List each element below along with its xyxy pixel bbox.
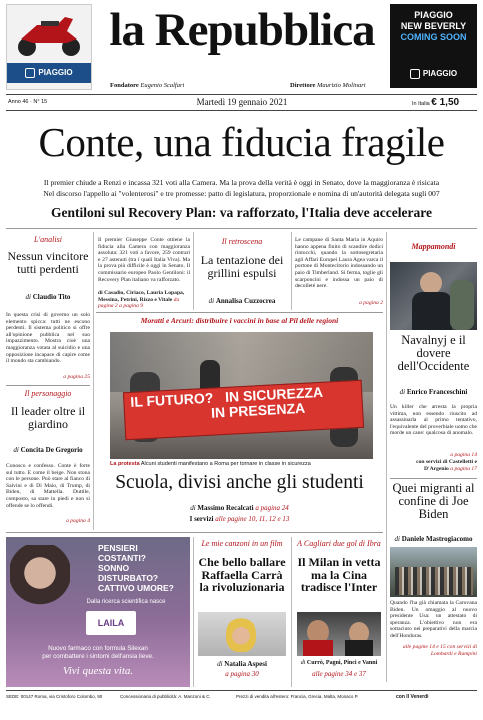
lead-headline[interactable]: Conte, una fiducia fragile xyxy=(38,119,445,165)
right-kicker: Mappamondi xyxy=(411,242,456,251)
issue-date: Martedì 19 gennaio 2021 xyxy=(196,97,288,107)
bottom-mid-headline[interactable]: Che bello ballare Raffaella Carrà la rivoluzionaria xyxy=(198,555,286,595)
col1-ref-2[interactable]: a pagina 4 xyxy=(66,518,90,524)
lead-deck-1: Il premier chiude a Renzi e incassa 321 voti alla Camera. Ma la prova della verità è oggi in Senato, dove la maggioranza è risicata xyxy=(43,178,440,187)
bottom-right-ref[interactable]: alle pagine 34 e 37 xyxy=(312,670,366,678)
issue-price: In Italia € 1,50 xyxy=(412,97,460,108)
col4-ref[interactable]: a pagina 2 xyxy=(359,300,383,306)
right-byline-1: di Enrico Franceschini xyxy=(399,388,468,396)
piaggio-logo-icon xyxy=(410,69,420,79)
ad-right[interactable] xyxy=(390,4,477,88)
col1-byline-1: di Claudio Tito xyxy=(25,293,71,301)
bottom-mid-kicker: Le mie canzoni in un film xyxy=(201,539,283,548)
ad-left[interactable] xyxy=(6,4,92,90)
navalny-photo[interactable] xyxy=(390,262,477,330)
piaggio-logo-icon xyxy=(25,68,35,78)
footer-2: Concessionaria di pubblicità: A. Manzoni & C. xyxy=(120,694,211,699)
ad-line-3: CATTIVO UMORE? xyxy=(98,583,174,593)
sign-line-3: IN PRESENZA xyxy=(210,399,306,421)
col1-ref-1[interactable]: a pagina 25 xyxy=(63,374,90,380)
col3-headline[interactable]: La tentazione dei grillini espulsi xyxy=(200,253,284,280)
central-byline: di Massimo Recalcati a pagina 24 xyxy=(190,504,289,512)
right-headline-2[interactable]: Quei migranti al confine di Joe Biden xyxy=(392,481,475,522)
bottom-right-kicker: A Cagliari due gol di Ibra xyxy=(297,539,381,548)
ad-slogan: Vivi questa vita. xyxy=(62,665,134,677)
migrants-photo[interactable] xyxy=(390,547,477,597)
lead-deck-2: Nel discorso l'appello ai "volenterosi" e tre promesse: patto di legislatura, proporzionale e nomina di un'autorità delegata sugli 007 xyxy=(43,189,440,198)
ad-woman-image xyxy=(10,545,70,615)
col1-headline-2[interactable]: Il leader oltre il giardino xyxy=(10,404,86,431)
ad-research: Dalla ricerca scientifica nasce xyxy=(86,599,166,605)
ad-product-box xyxy=(86,611,136,635)
issue-number: Anno 46 · N° 15 xyxy=(8,99,48,105)
scooter-image xyxy=(7,5,91,59)
right-ref-1[interactable]: a pagina 14 xyxy=(450,452,477,458)
ad-right-line3: COMING SOON xyxy=(400,32,467,42)
ad-line-2: SONNO DISTURBATO? xyxy=(98,563,159,583)
col4-body: Le campane di Santa Maria in Aquiro hanno appena finito di scandire dodici rintocchi, quando la sottosegretaria agli Affari Europei Laura Agea varca il portone di Montecitorio indossando un paio di Timberland. Si ferma, toglie gli scarponcini e indossa un paio di decolleté nere. xyxy=(295,237,383,290)
ad-right-line2: NEW BEVERLY xyxy=(400,21,467,31)
masthead-director: Direttore Maurizio Molinari xyxy=(290,82,366,89)
bottom-mid-ref[interactable]: a pagina 30 xyxy=(225,670,259,678)
ad-laila[interactable] xyxy=(6,537,190,687)
right-headline-1[interactable]: Navalnyj e il dovere dell'Occidente xyxy=(397,333,470,374)
col2-body: Il premier Giuseppe Conte ottiene la fiducia alla Camera con maggioranza assoluta: 321 voti a favore, 259 contrari e 27 astenuti (tra i quali Italia Viva). Ma la prova più difficile è oggi in Senato. Il commissario europeo Paolo Gentiloni: il Recovery Plan italiano va rafforzato. xyxy=(98,237,190,283)
ad-right-line1: PIAGGIO xyxy=(414,10,453,20)
col3-kicker: Il retroscena xyxy=(221,237,263,246)
bottom-right-headline[interactable]: Il Milan in vetta ma la Cina tradisce l'Inter xyxy=(297,555,381,595)
central-banner[interactable]: Moratti e Arcuri: distribuire i vaccini in base al Pil delle regioni xyxy=(140,316,339,325)
col1-kicker-2: Il personaggio xyxy=(24,389,72,398)
col3-byline: di Annalisa Cuzzocrea xyxy=(208,297,276,305)
col1-headline-1[interactable]: Nessun vincitore tutti perdenti xyxy=(7,249,89,276)
ad-right-brand: PIAGGIO xyxy=(390,64,477,84)
central-headline[interactable]: Scuola, divisi anche gli studenti xyxy=(115,472,364,493)
masthead-founder: Fondatore Eugenio Scalfari xyxy=(110,82,185,89)
sign-line-2: IN SICUREZZA xyxy=(224,383,324,405)
footer-4: con Il Venerdì xyxy=(396,694,429,700)
photo-caption: La protesta Alcuni studenti manifestano a Roma per tornare in classe in sicurezza xyxy=(110,461,311,467)
right-body-2: Quando l'ha già chiamata la Carovana Biden. Un omaggio al nuovo presidente Usa: un attestato di speranza. L'obiettivo non era sottaciuto nei preparativi della marcia dell'Honduras. xyxy=(390,600,477,639)
right-extra-1: con servizi di Castelletti e D'Argenio a pagina 17 xyxy=(416,459,477,472)
carra-photo[interactable] xyxy=(198,612,286,656)
bottom-mid-byline: di Natalia Aspesi xyxy=(217,660,267,668)
footer-3: Prezzi di vendita all'estero: Francia, Grecia, Malta, Monaco P. xyxy=(236,694,359,699)
right-byline-2: di Daniele Mastrogiacomo xyxy=(394,535,473,543)
ibra-photo[interactable] xyxy=(297,612,381,656)
col2-authors: di Casadio, Ciriaco, Lauria Lopapa, Messina, Petrini, Rizzo e Vitale da pagina 2 a pagina 9 xyxy=(98,290,185,310)
sign-line-1: IL FUTURO? xyxy=(130,389,214,410)
col1-body-2: Conosco e confesso. Conte è forte sul tutto. E come il beige. Non stona con le persone. Può stare al fianco di Salvini e di Di Maio, di Trump, di Biden, di Mattella. Duttile, composto, sa stare in piedi e non si offende se lo offendi. xyxy=(6,463,90,509)
right-ref-2[interactable]: alle pagine 14 e 15 con servizi di Lombardi e Rampini xyxy=(402,644,477,657)
protest-photo[interactable] xyxy=(110,332,373,459)
ad-left-brand: PIAGGIO xyxy=(7,63,91,83)
central-services[interactable]: I servizi alle pagine 10, 11, 12 e 13 xyxy=(189,515,290,523)
ad-product: LAILA xyxy=(97,618,125,628)
ad-line-1: PENSIERI COSTANTI? xyxy=(98,543,147,563)
bottom-right-byline: di Currò, Pagni, Pinci e Vanni xyxy=(300,660,378,666)
col1-byline-2: di Concita De Gregorio xyxy=(13,446,83,454)
footer-1: SEDE: 00147 Roma, via Cristoforo Colombo, 90 xyxy=(6,694,103,699)
right-body-1: Un killer che arresta la propria vittima, non essendo riuscito ad assassinarla al primo tentativo, l'equivalente del proverbiale uomo che morde un cane: qualcosa di anomalo. xyxy=(390,404,477,437)
col1-body-1: In questa crisi di governo un solo elemento spicca: tutti ne escono perdenti. Il sistema politico si offre all'opinione pubblica nel suo impazzimento. Mostra cioè una maggioranza votata al suicidio e una opposizione incapace di capire come il mondo sta cambiando. xyxy=(6,312,90,365)
lead-subhead[interactable]: Gentiloni sul Recovery Plan: va rafforzato, l'Italia deve accelerare xyxy=(50,205,433,220)
col1-kicker-1: L'analisi xyxy=(34,235,62,244)
masthead-title[interactable]: la Repubblica xyxy=(109,4,375,56)
ad-formula: Nuovo farmaco con formula Silexan per combattere i sintomi dell'ansia lieve. xyxy=(42,645,154,660)
